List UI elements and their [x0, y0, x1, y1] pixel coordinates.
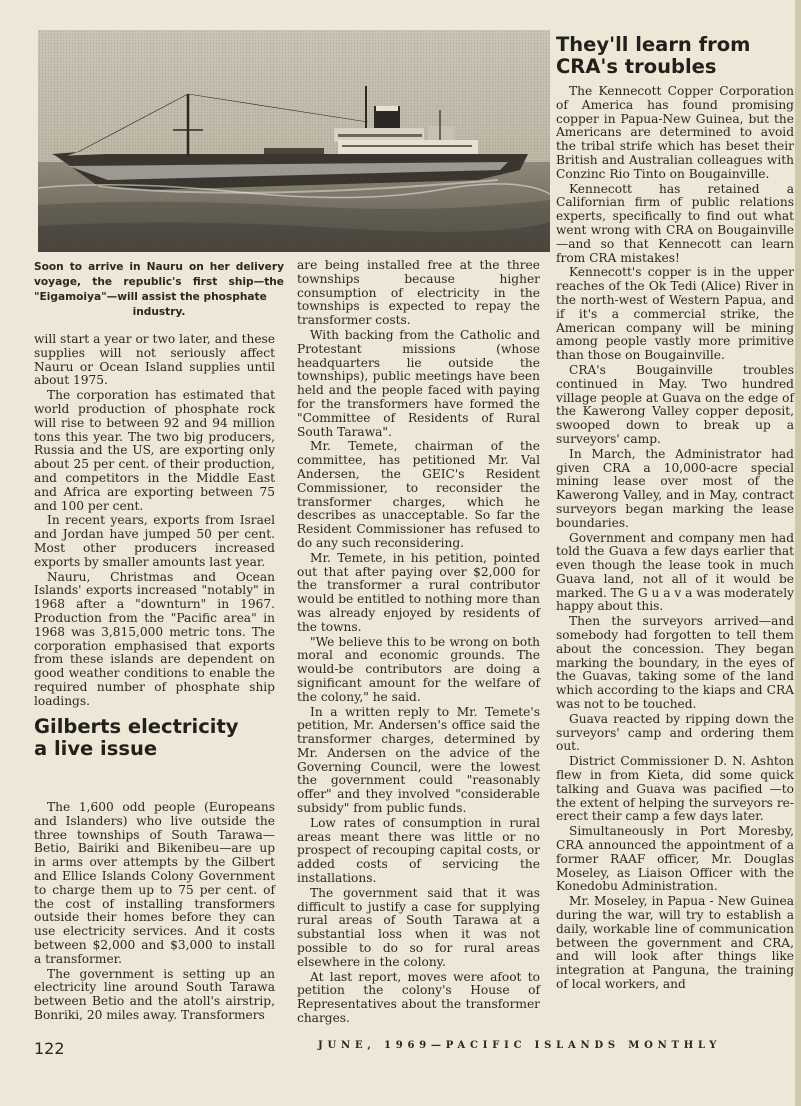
paragraph: The corporation has estimated that world production of phosphate rock will rise to between 92 and 94 million tons this year. The two big producers, Russia and the US, are exporting only about 25 per cent. of their production, and competitors in the Middle East and Africa are exporting between 75 and 100 per cent.	[34, 388, 275, 513]
paragraph: At last report, moves were afoot to petition the colony's House of Representatives about the transformer charges.	[297, 969, 540, 1026]
paragraph: The 1,600 odd people (Europeans and Islanders) who live outside the three townships of South Tarawa—Betio, Bairiki and Bikenibeu—are up in arms over attempts by the Gilbert and Ellice Islands Colony Government to charge them up to 75 per cent. of the cost of installing transformers outside their homes before they can use electricity services. And it costs between $2,000 and $3,000 to install a transformer.	[34, 800, 275, 966]
headline-line: They'll learn from	[556, 33, 751, 56]
paragraph: CRA's Bougainville troubles continued in May. Two hundred village people at Guava on the edge of the Kawerong Valley copper deposit, swooped down to break up a surveyors' camp.	[556, 362, 794, 446]
headline-line: a live issue	[34, 737, 158, 760]
paragraph: The government said that it was difficult to justify a case for supplying rural areas of South Tarawa at a substantial loss when it was not possible to do so for rural areas elsewhere in the colony.	[297, 885, 540, 969]
paragraph: The government is setting up an electricity line around South Tarawa between Betio and the atoll's airstrip, Bonriki, 20 miles away. Transformers	[34, 966, 275, 1022]
caption-text: Soon to arrive in Nauru on her delivery voyage, the republic's first ship—the "Eigamoiya"—will assist the phosphate	[34, 261, 284, 303]
paragraph: Kennecott's copper is in the upper reaches of the Ok Tedi (Alice) River in the north-west of Western Papua, and if it's a commercial strike, the American company will be mining among people vastly more primitive than those on Bougainville.	[556, 265, 794, 363]
paragraph: District Commissioner D. N. Ashton flew in from Kieta, did some quick talking and Guava was pacified —to the extent of helping the surveyors re-erect their camp a few days later.	[556, 754, 794, 824]
column-gilberts-continued	[297, 259, 540, 1027]
paragraph: Low rates of consumption in rural areas meant there was little or no prospect of recouping capital costs, or added costs of servicing the installations.	[297, 815, 540, 886]
paragraph: Mr. Temete, chairman of the committee, has petitioned Mr. Val Andersen, the GEIC's Resident Commissioner, to reconsider the transformer charges, which he describes as unacceptable. So far the Resident Commissioner has refused to do any such reconsidering.	[297, 439, 540, 550]
ship-photo	[38, 30, 550, 252]
page-edge	[795, 0, 801, 1106]
column-phosphate-story	[34, 333, 275, 710]
paragraph: In March, the Administrator had given CRA a 10,000-acre special mining lease over most of the Kawerong Valley, and in May, contract surveyors began marking the lease boundaries.	[556, 446, 794, 530]
headline-gilberts-electricity	[34, 716, 284, 760]
running-footer: JUNE, 1969—PACIFIC ISLANDS MONTHLY	[318, 1040, 722, 1051]
page-number: 122	[34, 1039, 65, 1058]
paragraph: "We believe this to be wrong on both moral and economic grounds. The would-be contributors are doing a significant amount for the welfare of the colony," he said.	[297, 634, 540, 704]
paragraph: Kennecott has retained a Californian firm of public relations experts, specifically to find out what went wrong with CRA on Bougainville—and so that Kennecott can learn from CRA mistakes!	[556, 181, 794, 265]
paragraph: Mr. Temete, in his petition, pointed out that after paying over $2,000 for the transformer a rural contributor would be entitled to nothing more than was already enjoyed by residents of the towns.	[297, 550, 540, 634]
caption-text-end: industry.	[132, 306, 186, 318]
paragraph: will start a year or two later, and these supplies will not seriously affect Nauru or Ocean Island supplies until about 1975.	[34, 332, 275, 388]
paragraph: Simultaneously in Port Moresby, CRA announced the appointment of a former RAAF officer, Mr. Douglas Moseley, as Liaison Officer with the Konedobu Administration.	[556, 824, 794, 894]
column-cra-story	[556, 85, 794, 993]
paragraph: The Kennecott Copper Corporation of America has found promising copper in Papua-New Guinea, but the Americans are determined to avoid the tribal strife which has beset their British and Australian colleagues with Conzinc Rio Tinto on Bougainville.	[556, 84, 794, 181]
headline-line: CRA's troubles	[556, 55, 717, 78]
paragraph: In a written reply to Mr. Temete's petition, Mr. Andersen's office said the transformer charges, determined by Mr. Andersen on the advice of the Governing Council, were the lowest the government could "reasonably offer" and they involved "considerable subsidy" from public funds.	[297, 704, 540, 816]
headline-line: Gilberts electricity	[34, 715, 239, 738]
paragraph: Government and company men had told the Guava a few days earlier that even though the lease took in much Guava land, not all of it would be marked. The G u a v a was moderately happy about this.	[556, 530, 794, 614]
paragraph: Guava reacted by ripping down the surveyors' camp and ordering them out.	[556, 711, 794, 754]
column-gilberts-story	[34, 801, 275, 1024]
headline-cra-troubles	[556, 34, 796, 78]
photo-caption	[34, 260, 284, 320]
paragraph: In recent years, exports from Israel and Jordan have jumped 50 per cent. Most other producers increased exports by smaller amounts last year.	[34, 513, 275, 569]
paragraph: With backing from the Catholic and Protestant missions (whose headquarters lie outside the townships), public meetings have been held and the people faced with paying for the transformers have formed the "Committee of Residents of Rural South Tarawa".	[297, 327, 540, 439]
paragraph: are being installed free at the three townships because higher consumption of electricity in the townships is expected to repay the transformer costs.	[297, 258, 540, 328]
paragraph: Nauru, Christmas and Ocean Islands' exports increased "notably" in 1968 after a "downturn" in 1967. Production from the "Pacific area" in 1968 was 3,815,000 metric tons. The corporation emphasised that exports from these islands are dependent on good weather conditions to enable the required number of phosphate ship loadings.	[34, 569, 275, 708]
paragraph: Then the surveyors arrived—and somebody had forgotten to tell them about the concession. They began marking the boundary, in the eyes of the Guavas, taking some of the land which according to the kiaps and CRA was not to be touched.	[556, 614, 794, 712]
paragraph: Mr. Moseley, in Papua - New Guinea during the war, will try to establish a daily, workable line of communication between the government and CRA, and will look after things like integration at Panguna, the training of local workers, and	[556, 894, 794, 991]
